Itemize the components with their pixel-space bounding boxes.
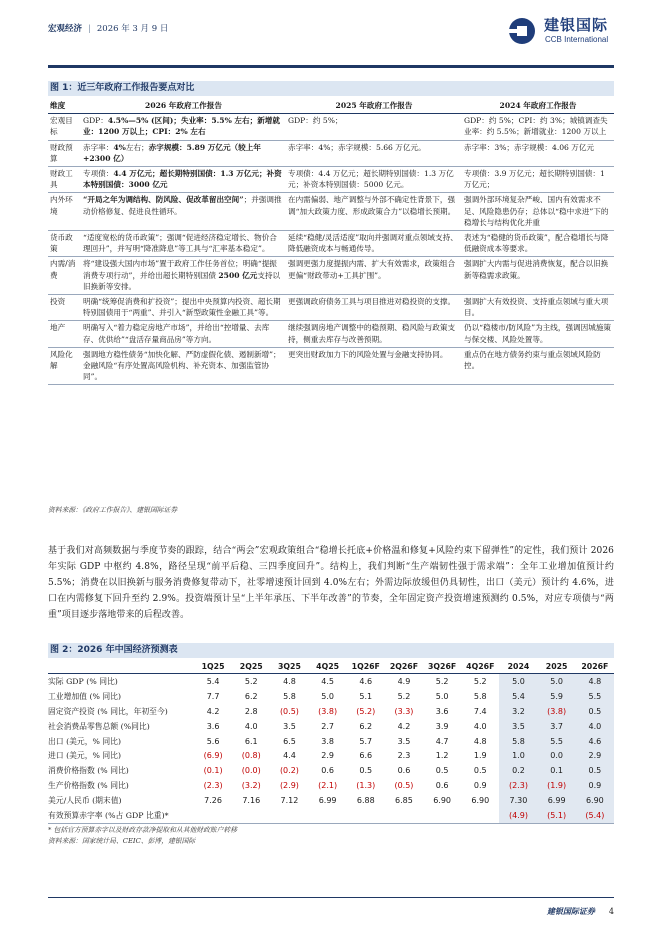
forecast-value: 6.2 — [359, 721, 373, 731]
forecast-value: 5.2 — [397, 691, 411, 701]
header-separator: | — [88, 24, 91, 34]
forecast-value: 5.2 — [473, 676, 487, 686]
cell-text: 延续“稳健/灵活适度”取向并强调对重点领域支持、降低融资成本与畅通传导。 — [288, 233, 458, 254]
forecast-row — [48, 704, 614, 719]
forecast-value — [423, 808, 461, 823]
table-row — [48, 231, 614, 257]
forecast-value: 2.9 — [576, 748, 614, 763]
cell-text: 左右； — [125, 142, 149, 152]
forecast-value: 0.5 — [435, 766, 449, 776]
forecast-value: 5.6 — [206, 736, 220, 746]
table-cell — [81, 321, 286, 347]
table-cell — [462, 295, 614, 321]
table-row — [48, 193, 614, 231]
table-cell — [81, 167, 286, 193]
forecast-value: 5.2 — [244, 676, 258, 686]
period-header: 1Q26F — [347, 660, 385, 674]
page-number: 4 — [608, 907, 614, 916]
forecast-value: (3.2) — [241, 781, 261, 791]
forecast-value: 0.6 — [321, 766, 334, 776]
cell-text: 强调地方稳性债务“加快化解、严防虚假化债、遏制新增”；金融风险“有序处置高风险机构、补充资本、加强监管协同”。 — [83, 349, 281, 382]
forecast-value: 6.90 — [576, 793, 614, 808]
forecast-value: (0.5) — [279, 706, 299, 716]
forecast-value: 7.7 — [206, 691, 220, 701]
table-row — [48, 347, 614, 385]
figure2-source: 资料来源：国家统计局、CEIC、彭博，建银国际 — [48, 837, 196, 845]
period-header: 4Q25 — [309, 660, 347, 674]
forecast-value: (2.3) — [203, 781, 223, 791]
table-row — [48, 295, 614, 321]
forecast-value: 3.5 — [397, 736, 411, 746]
forecast-value: (2.3) — [499, 778, 537, 793]
forecast-value: 1.0 — [499, 748, 537, 763]
table-row — [48, 167, 614, 193]
figure1-caption: 图 1：近三年政府工作报告要点对比 — [48, 81, 614, 96]
forecast-value: 3.7 — [538, 719, 576, 734]
forecast-row — [48, 674, 614, 689]
forecast-value: 3.5 — [499, 719, 537, 734]
cell-text: 专项债：4.4 万亿元；超长期特别国债：1.3 万亿元；补资本特别国债：5000 亿元。 — [288, 169, 454, 190]
forecast-value: 3.2 — [499, 704, 537, 719]
forecast-value: 0.9 — [473, 781, 487, 791]
forecast-value: 5.7 — [359, 736, 373, 746]
forecast-value — [347, 808, 385, 823]
table-cell — [286, 231, 462, 257]
forecast-value: (5.2) — [356, 706, 376, 716]
forecast-value: 6.6 — [359, 751, 373, 761]
label-column-header — [48, 660, 194, 674]
table-cell — [286, 347, 462, 385]
forecast-value: 2.7 — [321, 721, 334, 731]
period-header: 2Q25 — [232, 660, 270, 674]
cell-text: 强调更强力度提振内需、扩大有效需求，政策组合更偏“财政带动+工具扩围”。 — [288, 259, 456, 280]
forecast-value: 5.9 — [538, 689, 576, 704]
indicator-label: 固定资产投资 (% 同比，年初至今) — [48, 706, 168, 716]
forecast-value: 5.0 — [538, 674, 576, 689]
forecast-value: (5.1) — [538, 808, 576, 823]
forecast-value: 5.8 — [283, 691, 296, 701]
table-cell — [462, 321, 614, 347]
indicator-label: 社会消费品零售总额 (%同比) — [48, 721, 150, 731]
forecast-value: 3.6 — [435, 706, 449, 716]
period-header: 1Q25 — [194, 660, 232, 674]
table-cell — [81, 193, 286, 231]
cell-text: 赤字规模：5.89 万亿元（较上年+2300 亿） — [83, 142, 261, 163]
table-row — [48, 140, 614, 166]
footer-brand: 建银国际证券 — [546, 906, 595, 916]
forecast-value: 0.5 — [473, 766, 487, 776]
cell-text: 强调扩大内需与促进消费恢复，配合以旧换新等稳需求政策。 — [464, 259, 609, 280]
page-footer — [547, 906, 614, 917]
forecast-value: 5.1 — [359, 691, 373, 701]
cell-text: 强调外部环境复杂严峻、国内有效需求不足、风险隐患仍存；总体以“稳中求进”下的稳增长与结构优化并重 — [464, 195, 609, 227]
table-cell — [462, 231, 614, 257]
table-cell — [81, 257, 286, 295]
indicator-label: 生产价格指数 (% 同比) — [48, 781, 129, 791]
period-header: 3Q26F — [423, 660, 461, 674]
forecast-value: 0.5 — [576, 704, 614, 719]
cell-text: “开局之年为调结构、防风险、促改革留出空间” — [83, 195, 244, 205]
footer-rule — [48, 897, 614, 898]
forecast-value: 0.5 — [576, 763, 614, 778]
period-header: 2024 — [499, 660, 537, 674]
forecast-value: 5.4 — [499, 689, 537, 704]
forecast-value: (3.8) — [538, 704, 576, 719]
header-date: 2026 年 3 月 9 日 — [96, 24, 169, 34]
forecast-value: 7.26 — [204, 796, 222, 806]
period-header: 4Q26F — [461, 660, 499, 674]
table-cell — [286, 114, 462, 140]
indicator-label: 消费价格指数 (% 同比) — [48, 766, 129, 776]
row-category: 地产 — [48, 321, 81, 347]
column-header: 维度 — [48, 98, 81, 114]
table-row — [48, 257, 614, 295]
cell-text: 专项债：3.9 万亿元；超长期特别国债：1 万亿元； — [464, 169, 605, 190]
table-cell — [286, 295, 462, 321]
table-row — [48, 114, 614, 140]
forecast-value — [232, 808, 270, 823]
table-cell — [462, 140, 614, 166]
forecast-value: 2.8 — [244, 706, 258, 716]
forecast-value: 2.3 — [397, 751, 411, 761]
forecast-value: (0.0) — [241, 766, 261, 776]
forecast-value: 6.1 — [244, 736, 258, 746]
row-category: 投资 — [48, 295, 81, 321]
forecast-value — [461, 808, 499, 823]
forecast-value: 5.8 — [499, 734, 537, 749]
header-rule — [48, 65, 614, 68]
forecast-value: (0.2) — [279, 766, 299, 776]
forecast-row — [48, 734, 614, 749]
header-section: 宏观经济 — [48, 24, 83, 34]
forecast-value: 6.85 — [395, 796, 413, 806]
indicator-label: 进口 (美元，% 同比) — [48, 751, 122, 761]
cell-text: GDP：约 5%； — [288, 116, 343, 126]
row-category: 宏观目标 — [48, 114, 81, 140]
table-cell — [81, 347, 286, 385]
cell-text: ；并强调推动价格修复、促进良性循环。 — [83, 195, 282, 216]
row-category: 财政预算 — [48, 140, 81, 166]
forecast-value: (5.4) — [576, 808, 614, 823]
forecast-value — [270, 808, 308, 823]
forecast-header-row — [48, 660, 614, 674]
forecast-row — [48, 689, 614, 704]
forecast-row — [48, 793, 614, 808]
forecast-row — [48, 719, 614, 734]
table-header-row — [48, 98, 614, 114]
cell-text: 更突出财政加力下的风险处置与金融支持协同。 — [288, 349, 448, 359]
forecast-value: (0.1) — [203, 766, 223, 776]
forecast-value: 4.8 — [283, 676, 296, 686]
policy-comparison-table — [48, 98, 614, 385]
forecast-value: 0.9 — [576, 778, 614, 793]
forecast-value — [385, 808, 423, 823]
row-category: 风险化解 — [48, 347, 81, 385]
forecast-row — [48, 748, 614, 763]
cell-text: 2500 亿元 — [218, 270, 258, 280]
forecast-value: 4.8 — [576, 674, 614, 689]
forecast-value: 7.12 — [280, 796, 299, 806]
forecast-value: 0.0 — [538, 748, 576, 763]
table-cell — [286, 321, 462, 347]
cell-text: 4% — [113, 142, 126, 152]
cell-text: 4.4 万亿元；超长期特别国债：1.3 万亿元；补资本特别国债：3000 亿元 — [83, 169, 282, 190]
forecast-value: 5.0 — [499, 674, 537, 689]
logo-cn-name: 建银国际 — [544, 16, 609, 34]
period-header: 2Q26F — [385, 660, 423, 674]
forecast-row — [48, 808, 614, 823]
forecast-value: 5.4 — [206, 676, 220, 686]
forecast-value: 6.99 — [538, 793, 576, 808]
table-cell — [81, 231, 286, 257]
ccb-logo-icon — [508, 17, 536, 45]
cell-text: 专项债： — [83, 169, 114, 179]
table-cell — [286, 167, 462, 193]
forecast-value: 2.9 — [321, 751, 334, 761]
figure1-source: 资料来源：《政府工作报告》、建银国际证券 — [48, 506, 178, 514]
forecast-value: 6.90 — [471, 796, 490, 806]
forecast-value: 0.5 — [359, 766, 373, 776]
forecast-value: 4.0 — [576, 719, 614, 734]
cell-text: 4.5%—5% (区间)；失业率：5.5% 左右；新增就业：1200 万以上；CPI：2% 左右 — [83, 116, 280, 137]
forecast-value: 0.2 — [499, 763, 537, 778]
cell-text: 赤字率：4%；赤字规模：5.66 万亿元。 — [288, 142, 426, 152]
forecast-value: 4.6 — [359, 676, 373, 686]
forecast-value: 5.5 — [538, 734, 576, 749]
forecast-value: (1.3) — [356, 781, 376, 791]
indicator-label: 美元/人民币 (期末值) — [48, 796, 122, 806]
forecast-value: 4.0 — [473, 721, 487, 731]
table-cell — [286, 257, 462, 295]
cell-text: GDP：约 5%；CPI：约 3%；城镇调查失业率：约 5.5%；新增就业：1200 万以上 — [464, 116, 608, 137]
forecast-row — [48, 778, 614, 793]
forecast-value: 0.1 — [538, 763, 576, 778]
forecast-value: 6.90 — [433, 796, 452, 806]
forecast-value: 3.5 — [283, 721, 296, 731]
cell-text: 重点仍在地方债务约束与重点领域风险防控。 — [464, 349, 601, 371]
forecast-value: 6.5 — [283, 736, 296, 746]
cell-text: 仍以“稳楼市/防风险”为主线，强调因城施策与保交楼、风险处置等。 — [464, 323, 612, 344]
row-category: 货币政策 — [48, 231, 81, 257]
forecast-value: 0.6 — [435, 781, 449, 791]
cell-text: 赤字率：3%；赤字规模：4.06 万亿元 — [464, 142, 595, 152]
forecast-value: 5.5 — [576, 689, 614, 704]
figure2-caption: 图 2：2026 年中国经济预测表 — [48, 643, 614, 658]
cell-text: 支持以旧换新等安排。 — [83, 270, 281, 291]
indicator-label: 出口 (美元，% 同比) — [48, 736, 122, 746]
cell-text: 明确写入“着力稳定房地产市场”，并给出“控增量、去库存、优供给”“盘活存量商品房”等方向。 — [83, 323, 270, 344]
forecast-value: 7.4 — [473, 706, 487, 716]
table-cell — [81, 295, 286, 321]
forecast-value: (3.8) — [318, 706, 338, 716]
forecast-value: 4.4 — [283, 751, 296, 761]
table-cell — [81, 140, 286, 166]
logo-en-name: CCB International — [545, 35, 609, 44]
indicator-label: 工业增加值 (% 同比) — [48, 691, 122, 701]
forecast-value: 1.9 — [473, 751, 487, 761]
forecast-value: 4.6 — [576, 734, 614, 749]
table-cell — [286, 193, 462, 231]
forecast-value: 4.9 — [397, 676, 411, 686]
figure2-note: * 包括官方预算赤字以及财政存款净提取和从其他财政账户转移 — [48, 826, 238, 834]
forecast-value: 6.88 — [356, 796, 375, 806]
forecast-value: 5.2 — [435, 676, 449, 686]
forecast-value: 4.2 — [206, 706, 220, 716]
page-header — [48, 22, 168, 34]
forecast-row — [48, 763, 614, 778]
forecast-value: 0.6 — [397, 766, 411, 776]
forecast-value: 4.8 — [473, 736, 487, 746]
row-category: 内外环境 — [48, 193, 81, 231]
table-cell — [462, 193, 614, 231]
forecast-value: 4.7 — [435, 736, 449, 746]
forecast-value: (2.1) — [318, 781, 338, 791]
cell-text: “适度宽松的货币政策”；强调“促进经济稳定增长、物价合理回升”，并写明“降准降息”等工具与“汇率基本稳定”。 — [83, 233, 277, 254]
table-cell — [462, 167, 614, 193]
forecast-value: 5.0 — [435, 691, 449, 701]
indicator-label: 有效预算赤字率 (%占 GDP 比重)* — [48, 808, 194, 823]
forecast-value: 1.2 — [435, 751, 449, 761]
cell-text: 在内需偏弱、地产调整与外部不确定性背景下，强调“加大政策力度、形成政策合力”以稳增长预期。 — [288, 195, 456, 216]
period-header: 2025 — [538, 660, 576, 674]
table-row — [48, 321, 614, 347]
cell-text: 更强调政府债务工具与项目推进对稳投资的支撑。 — [288, 297, 456, 307]
table-cell — [462, 257, 614, 295]
cell-text: 继续强调房地产调整中的稳预期、稳风险与政策支持，侧重去库存与改善预期。 — [288, 323, 456, 344]
forecast-value: (0.5) — [394, 781, 414, 791]
cell-text: 强调扩大有效投资、支持重点领域与重大项目。 — [464, 297, 609, 318]
forecast-value: 4.0 — [244, 721, 258, 731]
period-header: 2026F — [576, 660, 614, 674]
forecast-value: 6.99 — [318, 796, 337, 806]
forecast-value: 3.6 — [206, 721, 220, 731]
table-cell — [462, 114, 614, 140]
table-cell — [286, 140, 462, 166]
forecast-table — [48, 660, 614, 824]
forecast-value: 4.2 — [397, 721, 411, 731]
forecast-value: 6.2 — [244, 691, 258, 701]
cell-text: GDP： — [83, 116, 108, 126]
forecast-value — [194, 808, 232, 823]
table-cell — [81, 114, 286, 140]
forecast-value — [309, 808, 347, 823]
column-header: 2024 年政府工作报告 — [462, 98, 614, 114]
forecast-value: (2.9) — [279, 781, 299, 791]
column-header: 2026 年政府工作报告 — [81, 98, 286, 114]
forecast-value: 3.9 — [435, 721, 449, 731]
forecast-value: (4.9) — [499, 808, 537, 823]
forecast-value: (6.9) — [203, 751, 223, 761]
forecast-value: 4.5 — [321, 676, 334, 686]
forecast-value: 5.0 — [321, 691, 334, 701]
indicator-label: 实际 GDP (% 同比) — [48, 676, 118, 686]
forecast-value: 3.8 — [321, 736, 334, 746]
forecast-value: 7.30 — [499, 793, 537, 808]
cell-text: 赤字率： — [83, 142, 114, 152]
cell-text: 明确“统筹促消费和扩投资”；提出中央预算内投资、超长期特别国债用于“两重”、并引入“新型政策性金融工具”等。 — [83, 297, 281, 318]
forecast-value: 7.16 — [242, 796, 261, 806]
forecast-value: (1.9) — [538, 778, 576, 793]
cell-text: 将“建设强大国内市场”置于政府工作任务首位；明确“提振消费专项行动”，并给出超长期特别国债 — [83, 259, 277, 280]
forecast-value: 5.8 — [473, 691, 487, 701]
row-category: 财政工具 — [48, 167, 81, 193]
body-paragraph: 基于我们对高频数据与季度节奏的跟踪，结合“两会”宏观政策组合“稳增长托底+价格温和修复+风险约束下留弹性”的定性，我们预计 2026 年实际 GDP 中枢约 4.8%，路径呈现“前平后稳、三四季度回升”。结构上，我们判断“生产端韧性强于需求端”：全年工业增加值预计约 5.5%；消费在以旧换新与服务消费修复带动下，社零增速预计回到 4.0%左右；外需边际放缓但仍具韧性，出口（美元）预计约 4.6%，进口在内需修复下回升至约 2.9%。投资端预计呈“上半年承压、下半年改善”的节奏，全年固定资产投资增速预测约 0.5%，对应专项债与“两重”项目逐步落地带来的后程改善。 — [48, 546, 614, 620]
table-cell — [462, 347, 614, 385]
column-header: 2025 年政府工作报告 — [286, 98, 462, 114]
cell-text: 表述为“稳健的货币政策”，配合稳增长与降低融资成本等要求。 — [464, 233, 609, 254]
forecast-value: (3.3) — [394, 706, 414, 716]
row-category: 内需/消费 — [48, 257, 81, 295]
period-header: 3Q25 — [270, 660, 308, 674]
forecast-value: (0.8) — [241, 751, 261, 761]
